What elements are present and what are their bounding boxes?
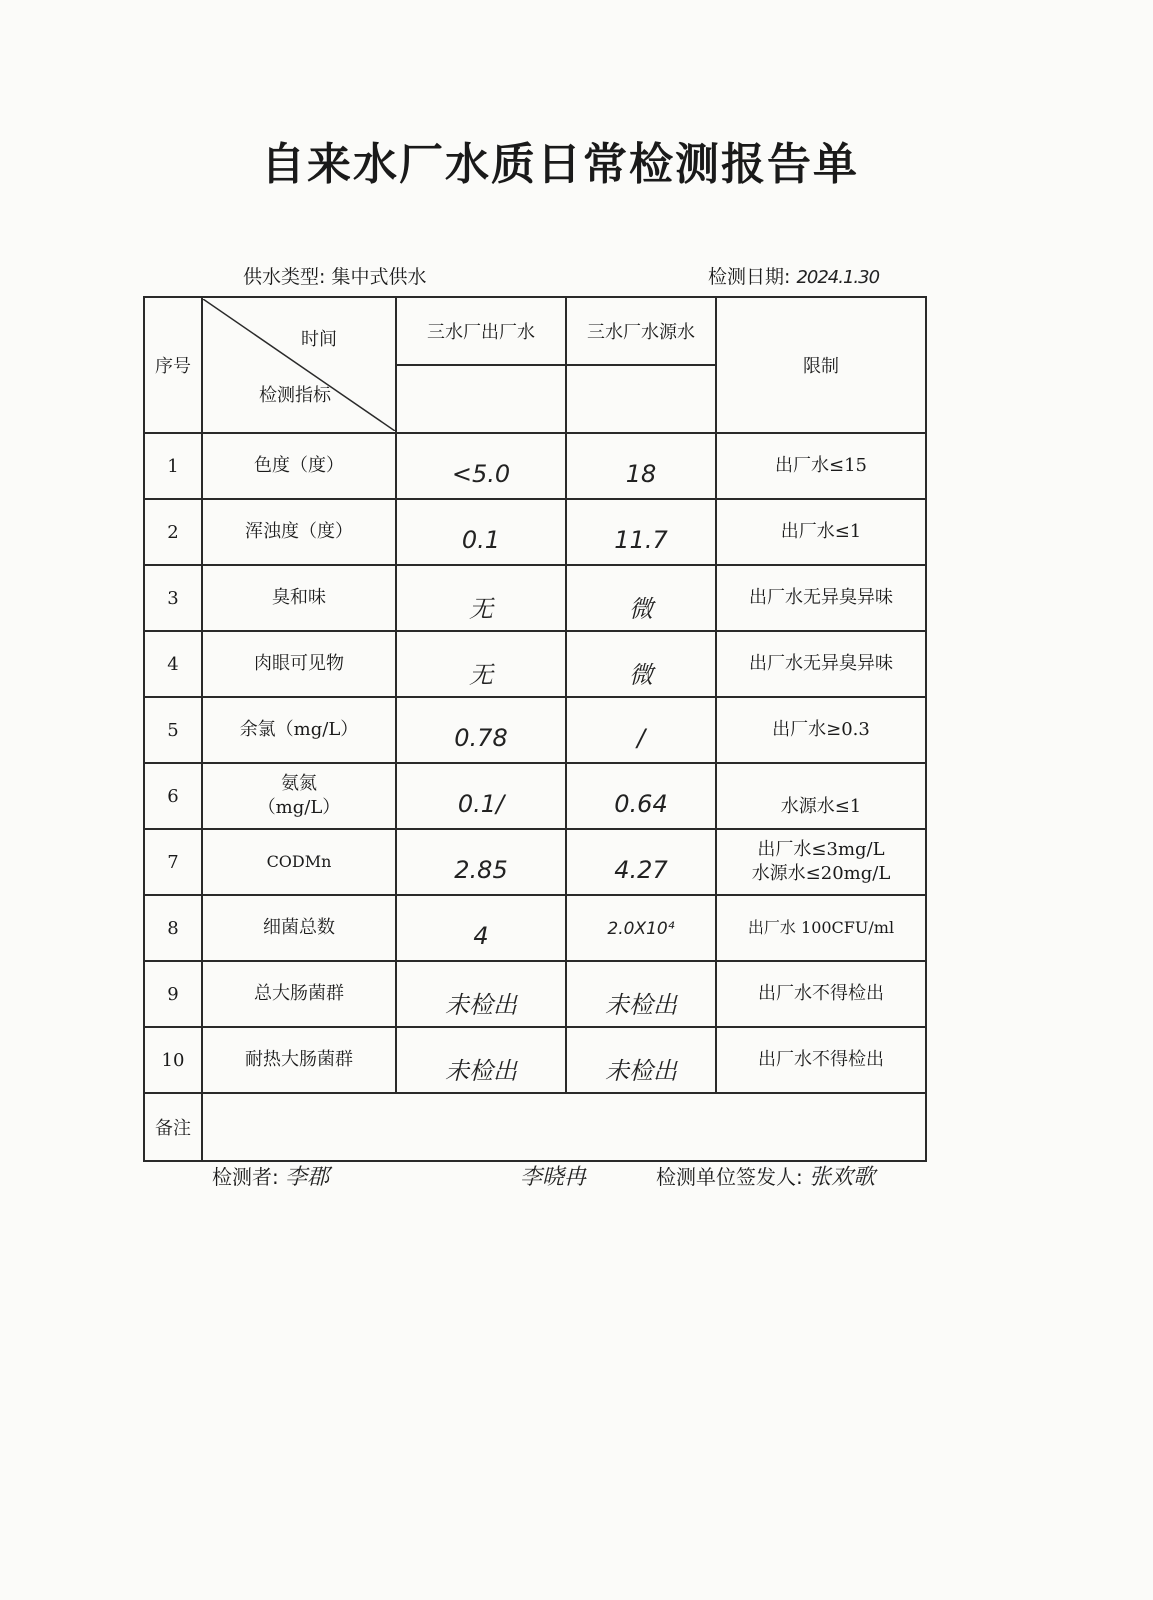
row-value-source: 11.7	[566, 499, 716, 565]
row-number: 9	[144, 961, 202, 1027]
row-limit	[716, 763, 926, 829]
row-indicator: 肉眼可见物	[202, 631, 396, 697]
row-limit: 出厂水不得检出	[716, 1027, 926, 1093]
row-value-source: 未检出	[566, 961, 716, 1027]
report-table	[143, 296, 927, 1162]
table-row	[144, 565, 926, 631]
row-value-source: 0.64	[566, 763, 716, 829]
issuer-signature-block	[656, 1160, 875, 1191]
row-limit: 出厂水≤15	[716, 433, 926, 499]
row-value-source: 微	[566, 565, 716, 631]
row-number: 6	[144, 763, 202, 829]
note-label: 备注	[144, 1093, 202, 1161]
header-seq: 序号	[144, 297, 202, 433]
header-time: 时间	[301, 329, 337, 350]
row-indicator	[202, 763, 396, 829]
row-indicator: 余氯（mg/L）	[202, 697, 396, 763]
issuer-label: 检测单位签发人:	[656, 1165, 803, 1189]
header-col2: 三水厂水源水	[566, 297, 716, 365]
table-row	[144, 895, 926, 961]
row-value-outlet: 未检出	[396, 1027, 566, 1093]
row-limit-line2: 水源水≤20mg/L	[751, 863, 891, 884]
row-limit-line1: 出厂水≤3mg/L	[757, 838, 885, 860]
tester-signature: 李郡	[285, 1165, 330, 1190]
issuer-signature: 张欢歌	[809, 1165, 876, 1190]
row-limit: 出厂水≥0.3	[716, 697, 926, 763]
supply-type-label: 供水类型:	[243, 266, 326, 288]
test-date	[708, 262, 879, 289]
row-number: 7	[144, 829, 202, 895]
header-indicator: 检测指标	[259, 385, 331, 406]
table-row	[144, 1027, 926, 1093]
row-value-source: 18	[566, 433, 716, 499]
row-indicator: 细菌总数	[202, 895, 396, 961]
row-limit: 出厂水无异臭异味	[716, 565, 926, 631]
table-row	[144, 499, 926, 565]
header-col1-empty	[396, 365, 566, 433]
row-value-outlet: 2.85	[396, 829, 566, 895]
row-value-outlet: 未检出	[396, 961, 566, 1027]
table-row	[144, 829, 926, 895]
row-indicator: 耐热大肠菌群	[202, 1027, 396, 1093]
header-col2-empty	[566, 365, 716, 433]
row-value-source: 未检出	[566, 1027, 716, 1093]
row-indicator: 臭和味	[202, 565, 396, 631]
report-title: 自来水厂水质日常检测报告单	[261, 139, 859, 190]
row-value-outlet: <5.0	[396, 433, 566, 499]
row-number: 3	[144, 565, 202, 631]
row-number: 10	[144, 1027, 202, 1093]
row-number: 8	[144, 895, 202, 961]
table-row	[144, 763, 926, 829]
row-limit: 出厂水≤1	[716, 499, 926, 565]
row-limit-line: 水源水≤1	[780, 795, 862, 817]
row-number: 1	[144, 433, 202, 499]
row-limit: 出厂水不得检出	[716, 961, 926, 1027]
row-indicator: CODMn	[202, 829, 396, 895]
header-limit: 限制	[716, 297, 926, 433]
note-row	[144, 1093, 926, 1161]
row-number: 4	[144, 631, 202, 697]
row-limit	[716, 829, 926, 895]
row-indicator: 浑浊度（度）	[202, 499, 396, 565]
row-value-source: /	[566, 697, 716, 763]
table-row	[144, 631, 926, 697]
row-number: 2	[144, 499, 202, 565]
reviewer-signature: 李晓冉	[520, 1165, 587, 1190]
diagonal-line	[203, 299, 395, 431]
table-row	[144, 697, 926, 763]
supply-type-value: 集中式供水	[331, 266, 427, 288]
row-limit: 出厂水无异臭异味	[716, 631, 926, 697]
test-date-label: 检测日期:	[708, 266, 791, 288]
header-col1: 三水厂出厂水	[396, 297, 566, 365]
row-value-outlet: 4	[396, 895, 566, 961]
row-value-outlet: 无	[396, 631, 566, 697]
row-value-source: 2.0X10⁴	[566, 895, 716, 961]
row-indicator: 总大肠菌群	[202, 961, 396, 1027]
row-value-outlet: 0.78	[396, 697, 566, 763]
row-value-source: 4.27	[566, 829, 716, 895]
row-indicator-line1: 氨氮	[281, 772, 317, 794]
row-indicator-line2: （mg/L）	[257, 797, 341, 818]
test-date-value: 2024.1.30	[796, 267, 880, 288]
table-row	[144, 961, 926, 1027]
tester-label: 检测者:	[212, 1165, 279, 1189]
table-row	[144, 433, 926, 499]
tester-signature-block	[212, 1160, 329, 1191]
reviewer-signature-block	[520, 1160, 586, 1191]
row-value-outlet: 0.1/	[396, 763, 566, 829]
note-content	[202, 1093, 926, 1161]
row-number: 5	[144, 697, 202, 763]
row-value-outlet: 0.1	[396, 499, 566, 565]
row-value-outlet: 无	[396, 565, 566, 631]
row-indicator: 色度（度）	[202, 433, 396, 499]
row-limit: 出厂水 100CFU/ml	[716, 895, 926, 961]
row-value-source: 微	[566, 631, 716, 697]
supply-type	[243, 262, 426, 289]
header-diagonal-cell	[202, 297, 396, 433]
